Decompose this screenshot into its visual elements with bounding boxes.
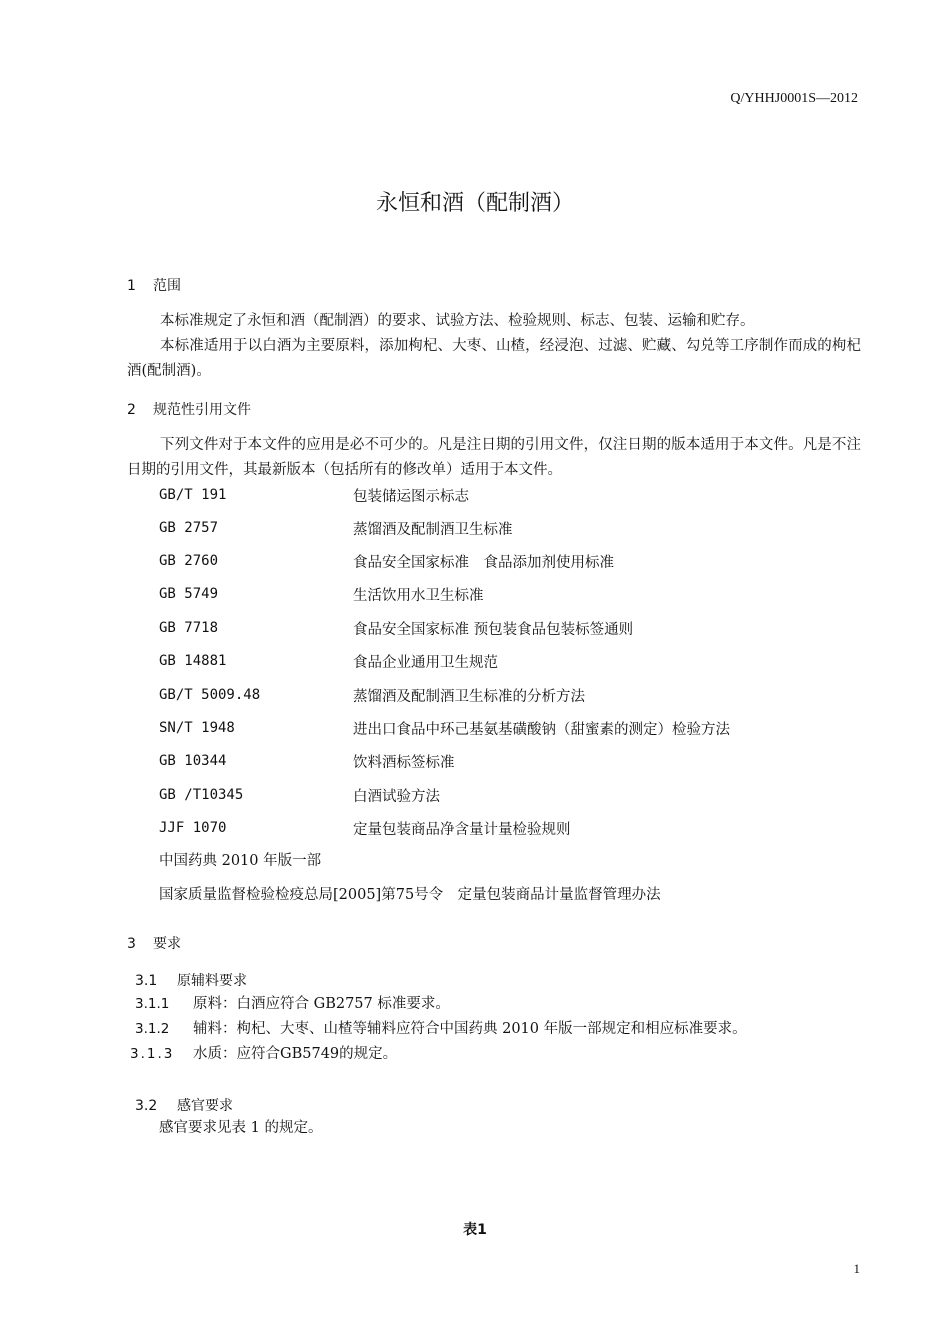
reference-title: 饮料酒标签标准	[353, 755, 455, 771]
reference-title: 生活饮用水卫生标准	[353, 588, 484, 604]
subsection-3-1-heading	[135, 970, 247, 990]
reference-title: 蒸馏酒及配制酒卫生标准的分析方法	[353, 689, 585, 705]
clause-text: 原料：白酒应符合 GB2757 标准要求。	[193, 996, 450, 1012]
reference-code: GB 2760	[159, 553, 219, 569]
subsection-title: 感官要求	[177, 1098, 233, 1114]
table-caption: 表1	[463, 1222, 487, 1238]
reference-title: 包装储运图示标志	[353, 489, 469, 505]
standard-code: Q/YHHJ0001S—2012	[730, 91, 858, 106]
reference-code: GB/T 5009.48	[159, 687, 261, 703]
subsection-number: 3.2	[135, 1098, 158, 1114]
section-2-heading	[127, 399, 251, 419]
clause-number: 3.1.1	[135, 996, 170, 1012]
subsection-number: 3.1	[135, 973, 158, 989]
clause-3-1-1	[135, 992, 450, 1017]
section-1-heading	[127, 275, 181, 295]
reference-code: GB 10344	[159, 753, 227, 769]
section-title: 规范性引用文件	[153, 402, 251, 418]
clause-text: 水质：应符合GB5749的规定。	[193, 1046, 398, 1062]
section-number: 2	[127, 402, 136, 418]
section-title: 要求	[153, 936, 181, 952]
reference-regulation: 国家质量监督检验检疫总局[2005]第75号令 定量包装商品计量监督管理办法	[159, 887, 661, 903]
reference-title: 食品安全国家标准 预包装食品包装标签通则	[353, 622, 634, 638]
reference-title: 食品安全国家标准 食品添加剂使用标准	[353, 555, 614, 571]
subsection-title: 原辅料要求	[177, 973, 247, 989]
clause-3-1-3	[130, 1042, 397, 1067]
reference-title: 白酒试验方法	[353, 789, 440, 805]
section-title: 范围	[153, 278, 181, 294]
reference-pharmacopoeia: 中国药典 2010 年版一部	[159, 853, 322, 869]
reference-code: GB 7718	[159, 620, 219, 636]
section-number: 1	[127, 278, 136, 294]
reference-title: 蒸馏酒及配制酒卫生标准	[353, 522, 513, 538]
reference-code: JJF 1070	[159, 820, 227, 836]
reference-code: GB/T 191	[159, 487, 227, 503]
clause-3-1-2	[135, 1017, 747, 1042]
subsection-3-2-heading	[135, 1095, 233, 1115]
reference-title: 进出口食品中环己基氨基磺酸钠（甜蜜素的测定）检验方法	[353, 722, 730, 738]
reference-code: GB 14881	[159, 653, 227, 669]
references-intro: 下列文件对于本文件的应用是必不可少的。凡是注日期的引用文件，仅注日期的版本适用于本文件。凡是不注日期的引用文件，其最新版本（包括所有的修改单）适用于本文件。	[127, 437, 861, 478]
clause-number: 3.1.3	[130, 1046, 175, 1062]
sensory-requirement-text: 感官要求见表 1 的规定。	[159, 1120, 323, 1136]
reference-title: 定量包装商品净含量计量检验规则	[353, 822, 571, 838]
reference-code: GB /T10345	[159, 787, 244, 803]
clause-text: 辅料：枸杞、大枣、山楂等辅料应符合中国药典 2010 年版一部规定和相应标准要求。	[193, 1021, 747, 1037]
reference-code: GB 5749	[159, 586, 219, 602]
scope-paragraph-1: 本标准规定了永恒和酒（配制酒）的要求、试验方法、检验规则、标志、包装、运输和贮存。	[160, 313, 755, 329]
reference-code: GB 2757	[159, 520, 219, 536]
scope-paragraph-2: 本标准适用于以白酒为主要原料，添加枸杞、大枣、山楂，经浸泡、过滤、贮藏、勾兑等工序制作而成的枸杞酒(配制酒)。	[127, 338, 861, 379]
document-title: 永恒和酒（配制酒）	[375, 191, 574, 216]
section-3-heading	[127, 933, 181, 953]
clause-number: 3.1.2	[135, 1021, 170, 1037]
reference-title: 食品企业通用卫生规范	[353, 655, 498, 671]
page-number: 1	[853, 1261, 860, 1276]
reference-code: SN/T 1948	[159, 720, 235, 736]
section-number: 3	[127, 936, 136, 952]
